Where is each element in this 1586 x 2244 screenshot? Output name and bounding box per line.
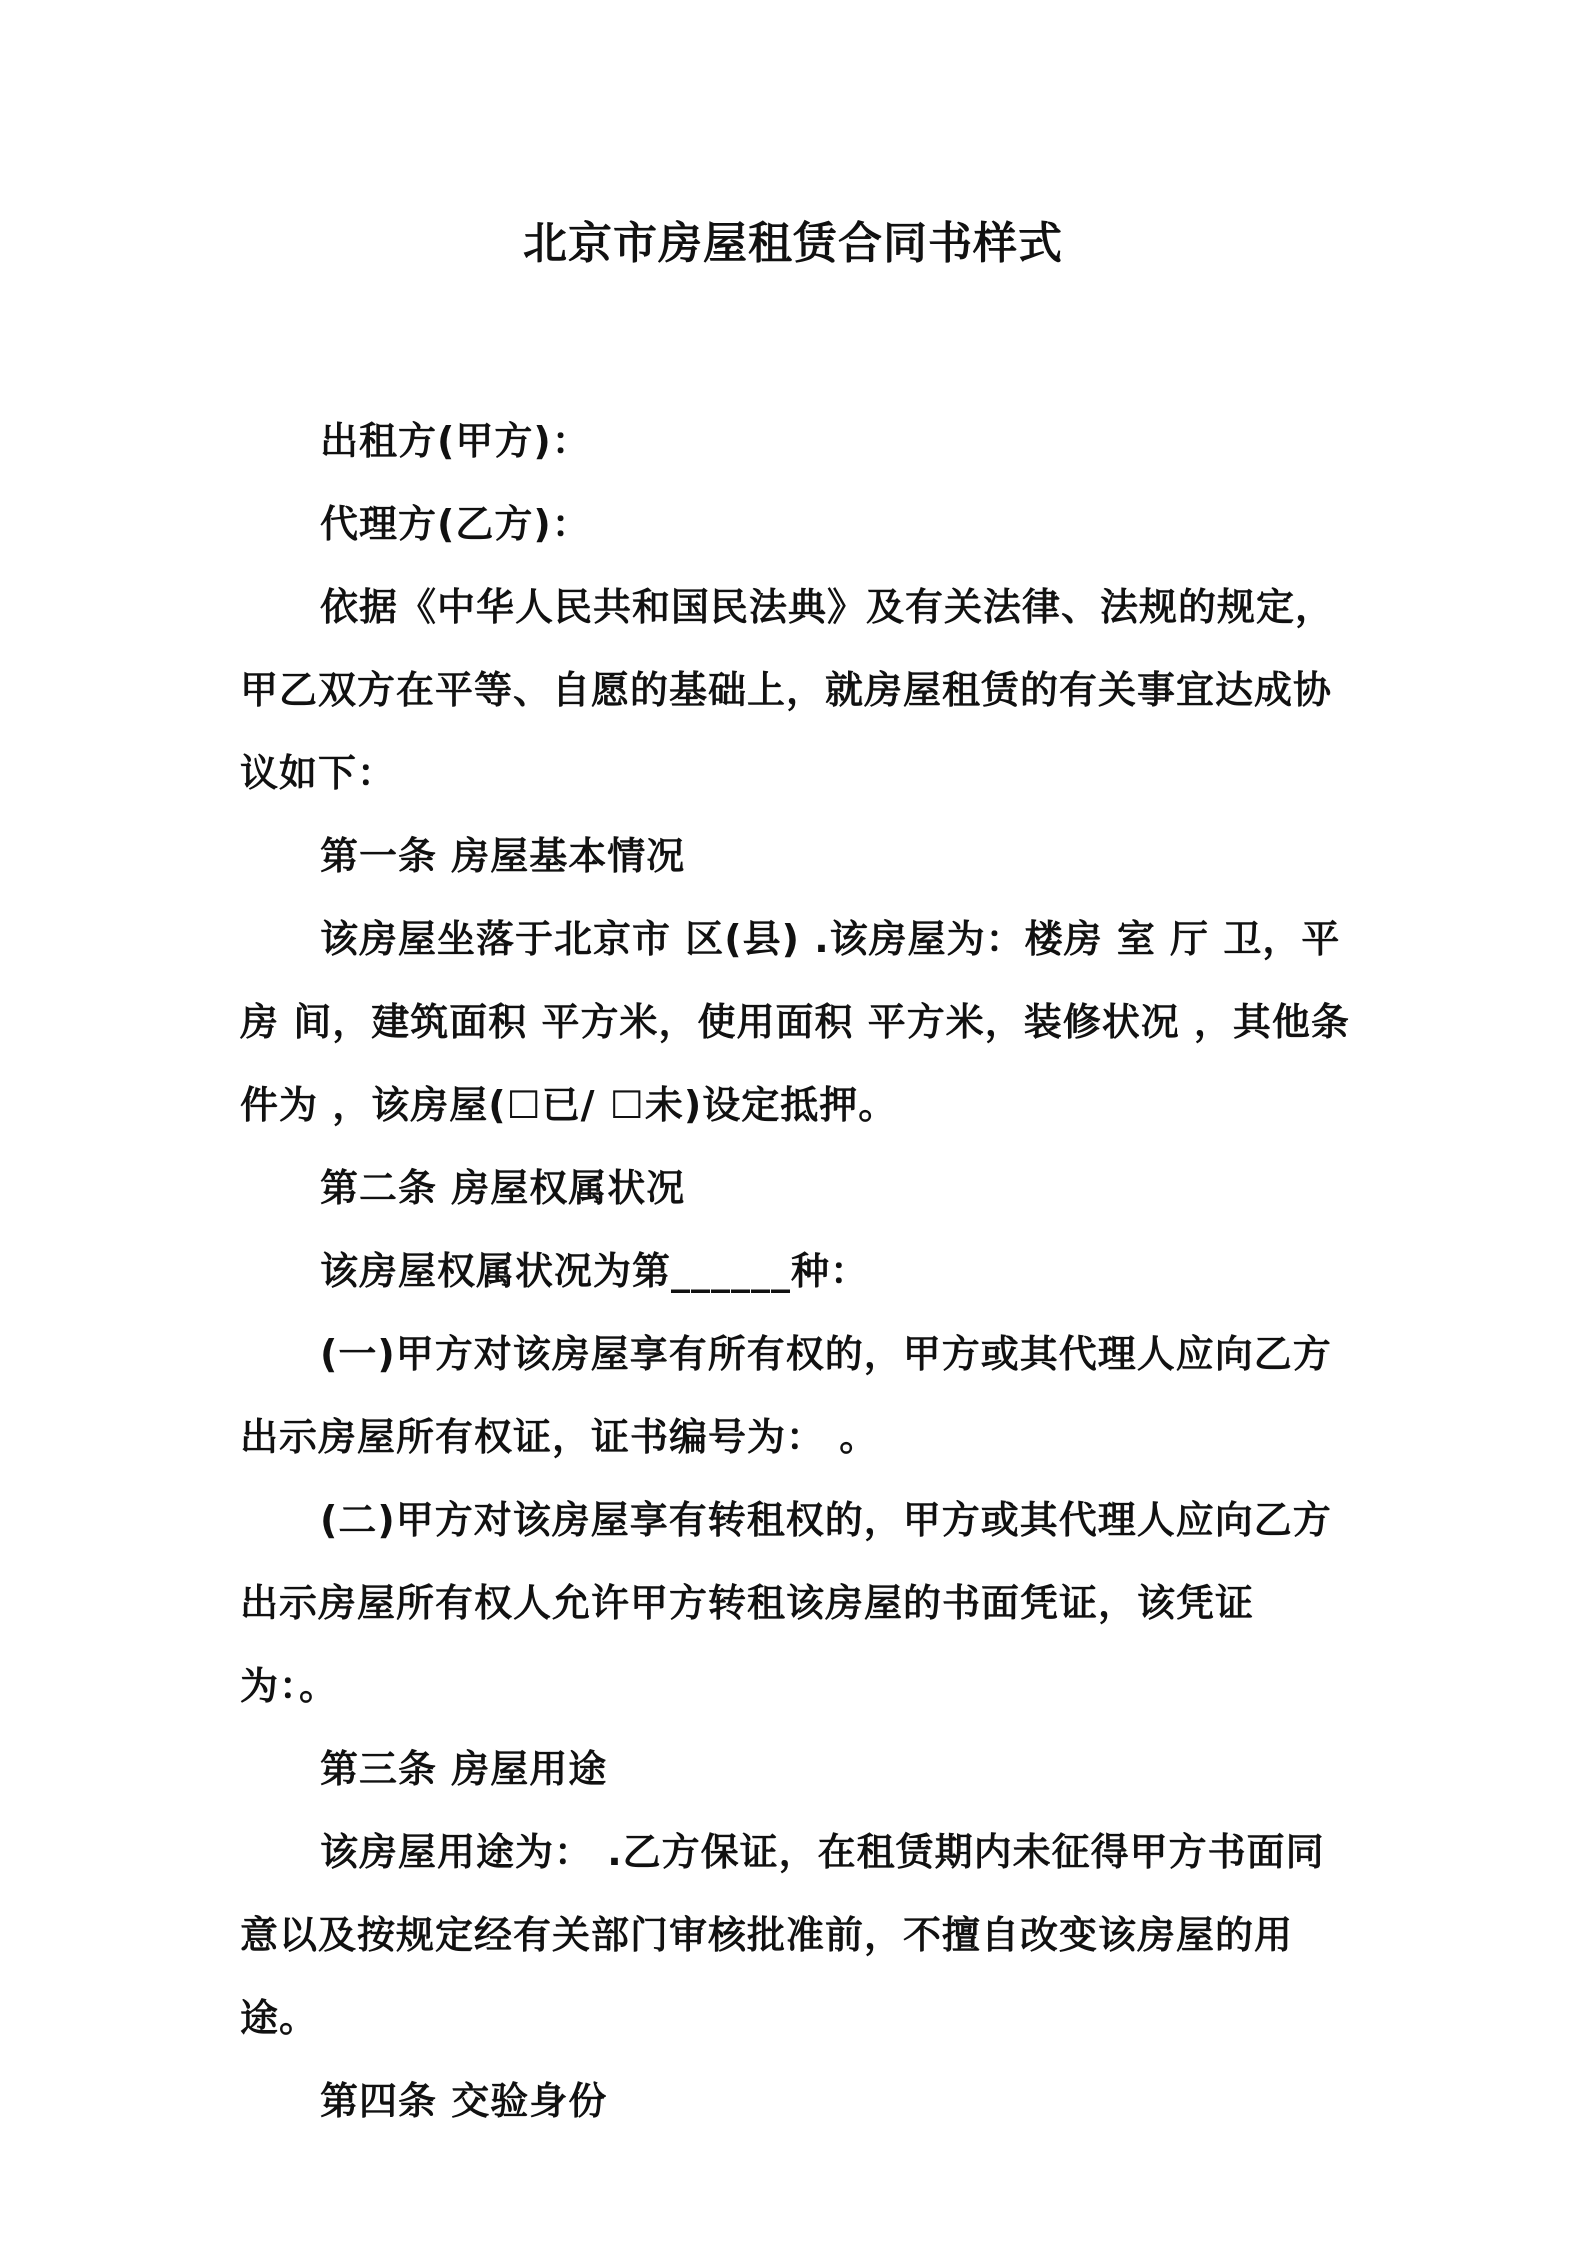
- article-2-heading: 第二条 房屋权属状况: [320, 1166, 686, 1210]
- article-4-heading: 第四条 交验身份: [320, 2079, 608, 2123]
- article-3-heading: 第三条 房屋用途: [320, 1747, 608, 1791]
- article-2-item-2: (二)甲方对该房屋享有转租权的，甲方或其代理人应向乙方出示房屋所有权人允许甲方转租该房屋的书面凭证，该凭证为：。: [240, 1498, 1332, 1708]
- document-body: [240, 400, 1350, 2143]
- article-1-heading: 第一条 房屋基本情况: [320, 834, 686, 878]
- article-1-body: 该房屋坐落于北京市 区(县) .该房屋为：楼房 室 厅 卫，平房 间，建筑面积 平方米，使用面积 平方米，装修状况 ，其他条件为 ，该房屋(☐已/ ☐未)设定抵押。: [240, 917, 1350, 1127]
- document-title: 北京市房屋租赁合同书样式: [523, 218, 1063, 269]
- article-2-item-1: (一)甲方对该房屋享有所有权的，甲方或其代理人应向乙方出示房屋所有权证，证书编号为： 。: [240, 1332, 1332, 1459]
- article-3-body: 该房屋用途为： .乙方保证，在租赁期内未征得甲方书面同意以及按规定经有关部门审核批准前，不擅自改变该房屋的用途。: [240, 1830, 1325, 2040]
- paragraph-lessor: 出租方(甲方)：: [320, 419, 591, 463]
- paragraph-preamble: 依据《中华人民共和国民法典》及有关法律、法规的规定，甲乙双方在平等、自愿的基础上，就房屋租赁的有关事宜达成协议如下：: [240, 585, 1335, 795]
- paragraph-agent: 代理方(乙方)：: [320, 502, 591, 546]
- article-2-body: 该房屋权属状况为第______种：: [320, 1249, 870, 1293]
